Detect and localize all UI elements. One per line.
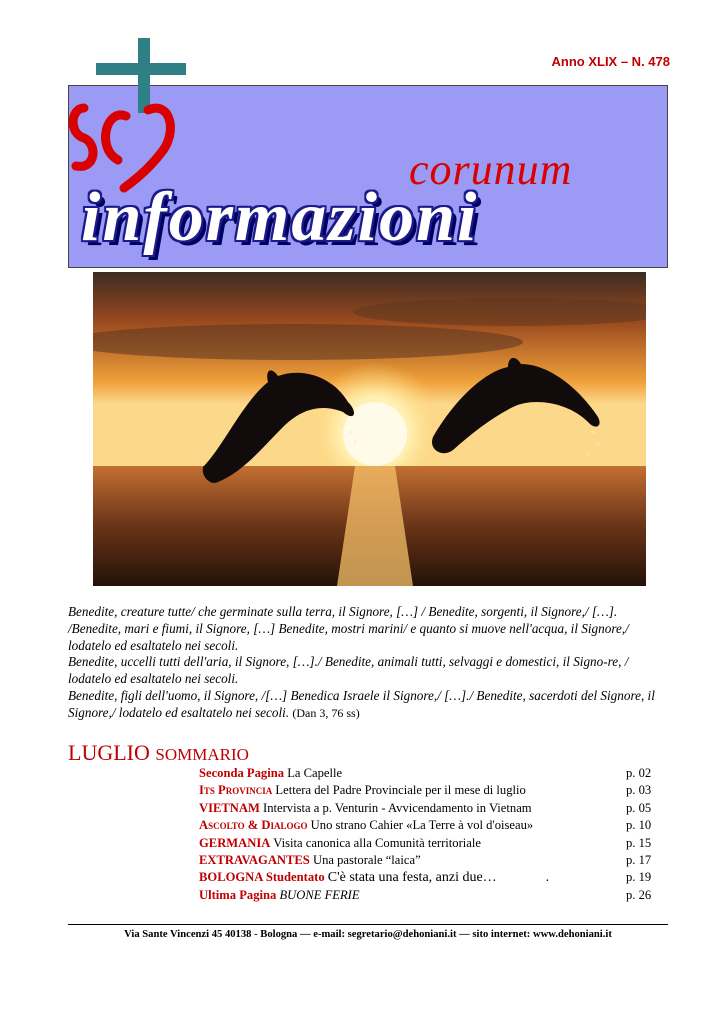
toc-section: Ultima Pagina: [199, 887, 277, 902]
toc-section: Ascolto & Dialogo: [199, 818, 308, 833]
toc-text: BUONE FERIE: [279, 887, 360, 902]
footer-divider: [68, 924, 668, 925]
toc-page: p. 03: [626, 783, 652, 798]
toc-page: p. 05: [626, 800, 652, 815]
toc-page: p. 26: [626, 887, 652, 902]
logo-letter-s: [73, 108, 93, 166]
logo-letter-c: [106, 115, 126, 160]
table-of-contents: [199, 766, 659, 905]
toc-page: p. 10: [626, 818, 652, 833]
toc-section: VIETNAM: [199, 800, 260, 815]
verse-line-1: Benedite, creature tutte/ che germinate sulla terra, il Signore, […] / Benedite, sorgenti, il Signore,/ […]. /Benedite, mari e fiumi, il Signore, […] Benedite, mostri marini/ e quanto si muove nell'acqua, il Signore,/ lodatelo ed esaltatelo nei secoli.: [68, 604, 629, 653]
cross-horizontal: [96, 63, 186, 75]
summary-title: [68, 740, 249, 766]
toc-page: p. 15: [626, 835, 652, 850]
toc-row[interactable]: [199, 783, 659, 800]
toc-text: C'è stata una festa, anzi due… .: [327, 870, 550, 886]
summary-month: LUGLIO: [68, 740, 150, 765]
toc-section: Its Provincia: [199, 783, 273, 798]
verse-line-2: Benedite, uccelli tutti dell'aria, il Signore, […]./ Benedite, animali tutti, selvaggi e domestici, il Signo-re, / lodatelo ed esaltatelo nei secoli.: [68, 654, 629, 687]
cross-vertical: [138, 38, 150, 113]
masthead-subtitle: corunum: [409, 145, 573, 194]
toc-row[interactable]: [199, 836, 659, 853]
toc-row[interactable]: [199, 888, 659, 905]
verse-line-3: Benedite, figli dell'uomo, il Signore, /[…] Benedica Israele il Signore,/ […]./ Benedite, sacerdoti del Signore, il Signore,/ lodatelo ed esaltatelo nei secoli.: [68, 687, 655, 720]
cover-photo-dolphins-sunset: [93, 272, 646, 586]
toc-section: Seconda Pagina: [199, 766, 285, 780]
footer-contact: Via Sante Vincenzi 45 40138 - Bologna — e-mail: segretario@dehoniani.it — sito internet: www.dehoniani.it: [124, 929, 612, 940]
toc-text: La Capelle: [287, 766, 343, 780]
toc-page: p. 17: [626, 852, 652, 867]
toc-text: Una pastorale “laica”: [312, 852, 421, 867]
logo-letter-j: [124, 108, 170, 188]
toc-row[interactable]: [199, 818, 659, 835]
toc-text: Visita canonica alla Comunità territoriale: [273, 835, 481, 850]
scj-logo: [66, 38, 186, 208]
toc-section: BOLOGNA Studentato: [199, 870, 325, 885]
issue-number: Anno XLIX – N. 478: [551, 54, 670, 69]
toc-row[interactable]: [199, 870, 659, 887]
masthead-title: informazioni: [81, 179, 479, 256]
verse-reference: (Dan 3, 76 ss): [292, 705, 360, 720]
toc-text: Intervista a p. Venturin - Avvicendamento in Vietnam: [263, 800, 532, 815]
toc-row[interactable]: [199, 853, 659, 870]
summary-label: SOMMARIO: [155, 745, 249, 764]
toc-section: GERMANIA: [199, 835, 271, 850]
toc-row[interactable]: [199, 766, 659, 783]
toc-page: p. 02: [626, 766, 652, 780]
toc-text: Uno strano Cahier «La Terre à vol d'oiseau»: [310, 818, 534, 833]
toc-row[interactable]: [199, 801, 659, 818]
toc-text: Lettera del Padre Provinciale per il mese di luglio: [275, 783, 526, 798]
toc-section: EXTRAVAGANTES: [199, 852, 310, 867]
toc-page: p. 19: [626, 870, 652, 885]
scripture-verse: [68, 604, 668, 722]
